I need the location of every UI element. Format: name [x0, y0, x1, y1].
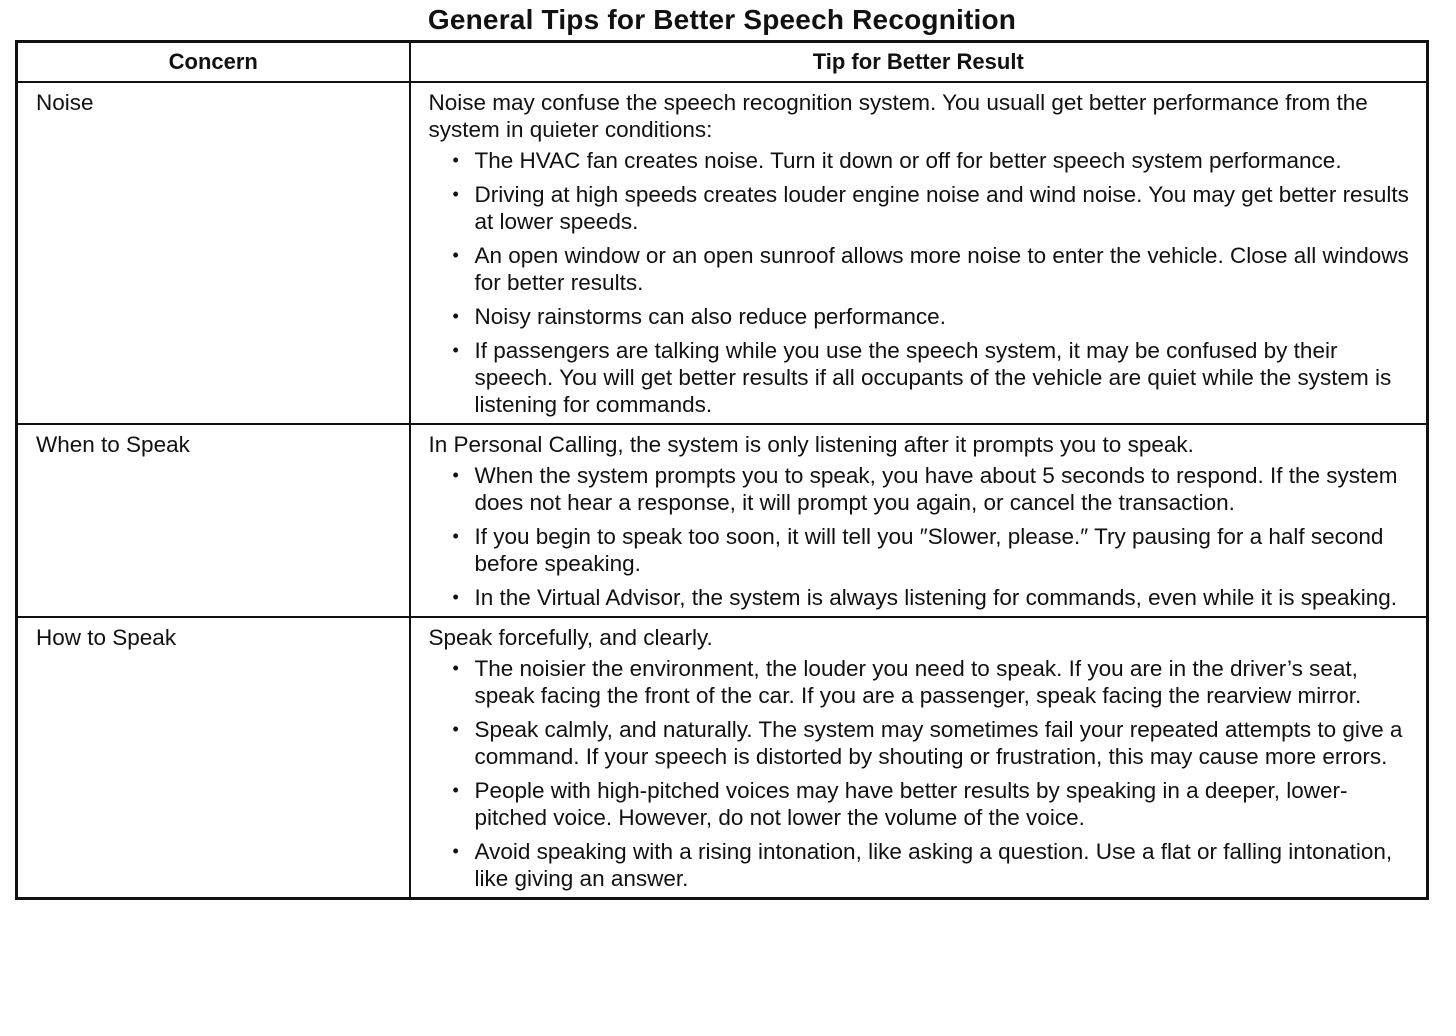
- table-row: [17, 424, 1428, 617]
- bullet-icon: •: [452, 526, 459, 546]
- list-item: [429, 716, 1419, 770]
- bullet-icon: •: [452, 658, 459, 678]
- list-item-text: The HVAC fan creates noise. Turn it down or off for better speech system performance.: [474, 148, 1342, 173]
- tip-list: [429, 462, 1419, 611]
- tip-cell: [410, 617, 1428, 899]
- list-item: [429, 462, 1419, 516]
- bullet-icon: •: [452, 780, 459, 800]
- tip-intro: In Personal Calling, the system is only listening after it prompts you to speak.: [428, 432, 1194, 457]
- list-item: [429, 584, 1419, 611]
- list-item: [429, 523, 1419, 577]
- tip-intro: Speak forcefully, and clearly.: [428, 625, 713, 650]
- tip-list: [429, 655, 1419, 892]
- list-item-text: Driving at high speeds creates louder engine noise and wind noise. You may get better results at lower speeds.: [474, 182, 1409, 234]
- list-item-text: Noisy rainstorms can also reduce performance.: [474, 304, 946, 329]
- concern-cell: How to Speak: [17, 617, 410, 899]
- list-item-text: If you begin to speak too soon, it will tell you ″Slower, please.″ Try pausing for a half second before speaking.: [474, 524, 1384, 576]
- bullet-icon: •: [452, 245, 459, 265]
- list-item-text: In the Virtual Advisor, the system is always listening for commands, even while it is speaking.: [474, 585, 1398, 610]
- list-item: [429, 147, 1419, 174]
- list-item: [429, 777, 1419, 831]
- bullet-icon: •: [452, 719, 459, 739]
- bullet-icon: •: [452, 184, 459, 204]
- list-item-text: The noisier the environment, the louder you need to speak. If you are in the driver’s seat, speak facing the front of the car. If you are a passenger, speak facing the rearview mirror.: [474, 656, 1362, 708]
- tip-cell: [410, 424, 1428, 617]
- list-item-text: Speak calmly, and naturally. The system may sometimes fail your repeated attempts to give a command. If your speech is distorted by shouting or frustration, this may cause more errors.: [474, 717, 1403, 769]
- bullet-icon: •: [452, 306, 459, 326]
- list-item-text: People with high-pitched voices may have better results by speaking in a deeper, lower-pitched voice. However, do not lower the volume of the voice.: [474, 778, 1348, 830]
- list-item: [429, 655, 1419, 709]
- list-item: [429, 303, 1419, 330]
- bullet-icon: •: [452, 340, 459, 360]
- column-header-concern: Concern: [17, 42, 410, 83]
- list-item: [429, 242, 1419, 296]
- concern-cell: When to Speak: [17, 424, 410, 617]
- list-item-text: Avoid speaking with a rising intonation, like asking a question. Use a flat or falling intonation, like giving an answer.: [474, 839, 1393, 891]
- bullet-icon: •: [452, 841, 459, 861]
- page-title: General Tips for Better Speech Recognition: [427, 4, 1017, 35]
- bullet-icon: •: [452, 465, 459, 485]
- concern-cell: Noise: [17, 82, 410, 424]
- list-item-text: An open window or an open sunroof allows more noise to enter the vehicle. Close all windows for better results.: [474, 243, 1409, 295]
- table-row: [17, 82, 1428, 424]
- list-item-text: If passengers are talking while you use the speech system, it may be confused by their speech. You will get better results if all occupants of the vehicle are quiet while the system is listening for commands.: [474, 338, 1392, 417]
- bullet-icon: •: [452, 587, 459, 607]
- list-item: [429, 838, 1419, 892]
- table-header-row: [17, 42, 1428, 83]
- tips-table: [15, 40, 1429, 900]
- tip-intro: Noise may confuse the speech recognition system. You usuall get better performance from the system in quieter conditions:: [428, 90, 1368, 142]
- list-item: [429, 181, 1419, 235]
- list-item-text: When the system prompts you to speak, you have about 5 seconds to respond. If the system does not hear a response, it will prompt you again, or cancel the transaction.: [474, 463, 1398, 515]
- tip-list: [429, 147, 1419, 418]
- column-header-tip: Tip for Better Result: [410, 42, 1428, 83]
- list-item: [429, 337, 1419, 418]
- bullet-icon: •: [452, 150, 459, 170]
- table-row: [17, 617, 1428, 899]
- tip-cell: [410, 82, 1428, 424]
